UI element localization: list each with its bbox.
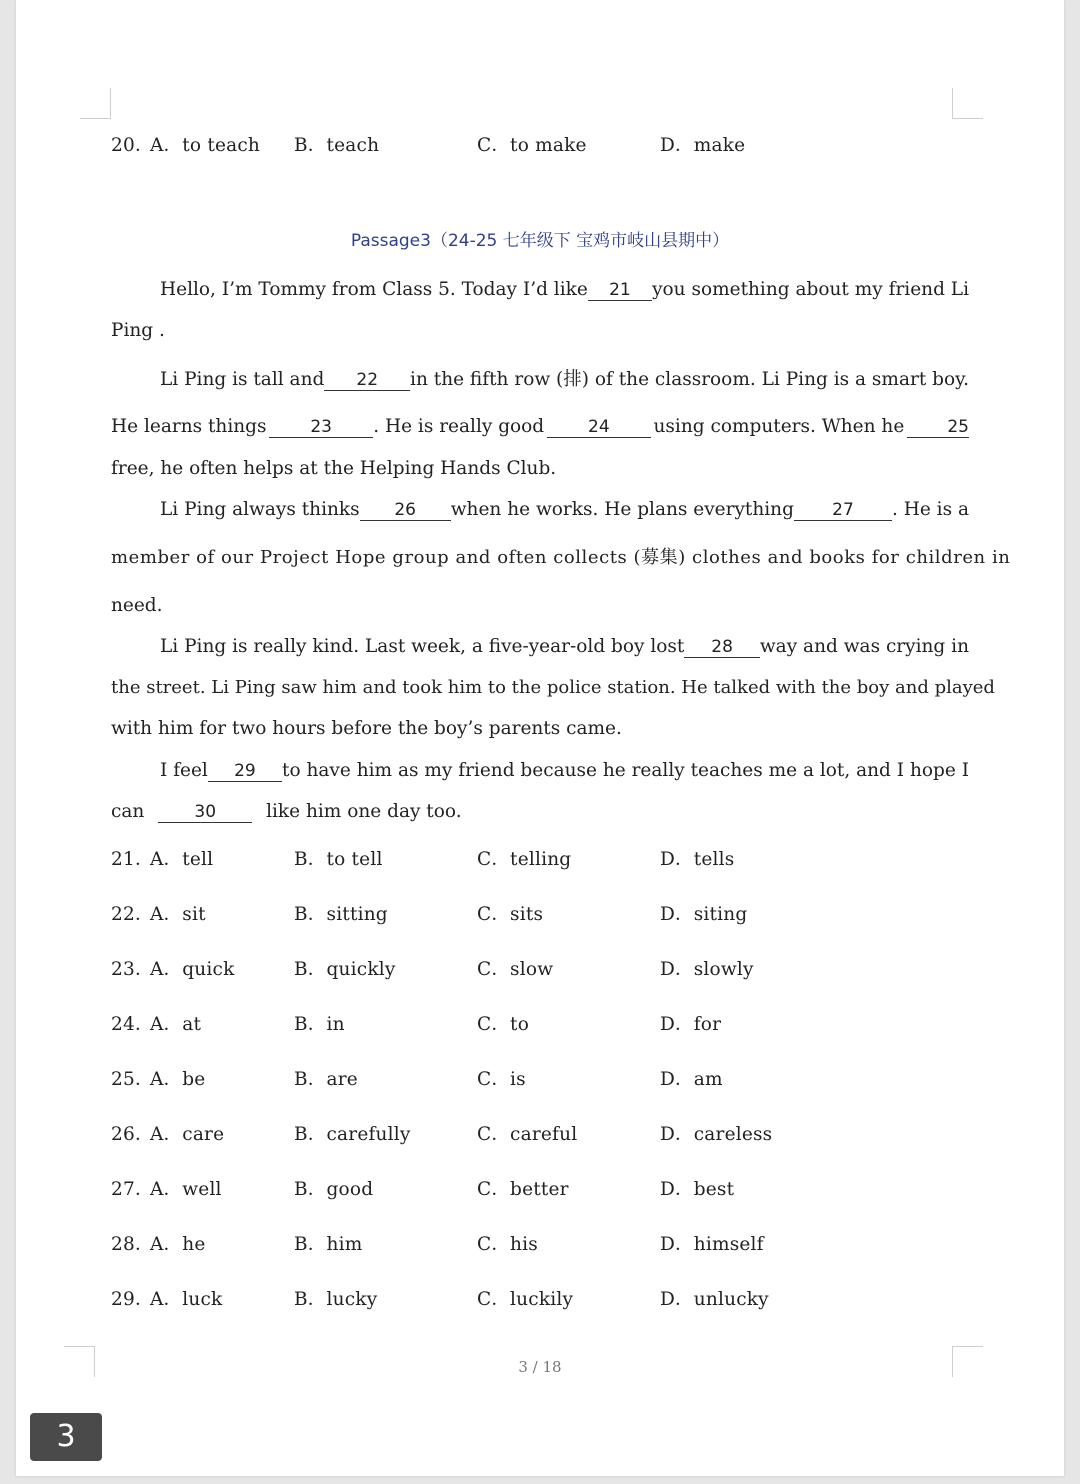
option-d: D．slowly (660, 959, 754, 980)
question-number: 25． (111, 1069, 154, 1090)
question-row (111, 1232, 1011, 1258)
option-d: D．careless (660, 1124, 773, 1145)
passage-line: free, he often helps at the Helping Hands Club. (111, 458, 557, 479)
option-c: C．to (477, 1014, 530, 1035)
option-b: B．sitting (294, 904, 388, 925)
text-segment: you something about my friend Li (652, 279, 969, 300)
passage-line: the street. Li Ping saw him and took him to the police station. He talked with the boy and played (111, 677, 995, 698)
blank-22: 22 (324, 370, 410, 391)
question-row (111, 1287, 1011, 1313)
text-segment: when he works. He plans everything (450, 499, 794, 520)
passage-line: need. (111, 595, 163, 616)
option-c: C．his (477, 1234, 538, 1255)
option-d: D．tells (660, 849, 735, 870)
option-c: C．telling (477, 849, 572, 870)
option-b: B．to tell (294, 849, 383, 870)
text-segment: . He is really good (373, 416, 545, 437)
blank-23: 23 (269, 417, 373, 438)
text-segment: He learns things (111, 416, 267, 437)
option-c: C．is (477, 1069, 526, 1090)
question-row (111, 847, 1011, 873)
option-b: B．in (294, 1014, 345, 1035)
blank-27: 27 (794, 500, 892, 521)
question-number: 23． (111, 959, 154, 980)
blank-28: 28 (684, 637, 760, 658)
text-segment: can (111, 801, 145, 822)
question-row (111, 1122, 1011, 1148)
option-a: A．at (150, 1014, 202, 1035)
text-segment: . He is a (891, 499, 969, 520)
page-indicator: 3 / 18 (518, 1358, 562, 1376)
question-number: 21． (111, 849, 154, 870)
option-d: D．make (660, 135, 746, 156)
question-number: 28． (111, 1234, 154, 1255)
text-segment: way and was crying in (759, 636, 969, 657)
question-row (111, 1177, 1011, 1203)
option-d: D．siting (660, 904, 748, 925)
passage-line (111, 799, 969, 825)
crop-mark-top-left (80, 88, 111, 119)
page-thumbnail-badge[interactable]: 3 (30, 1413, 102, 1461)
blank-24: 24 (547, 417, 651, 438)
blank-26: 26 (360, 500, 451, 521)
blank-29: 29 (208, 761, 282, 782)
text-segment: Li Ping is really kind. Last week, a five-year-old boy lost (160, 636, 685, 657)
option-c: C．better (477, 1179, 569, 1200)
option-a: A．he (150, 1234, 206, 1255)
question-number: 26． (111, 1124, 154, 1145)
text-segment: using computers. When he (653, 416, 905, 437)
option-a: A．quick (150, 959, 235, 980)
crop-mark-top-right (952, 88, 983, 119)
option-a: A．luck (150, 1289, 223, 1310)
option-b: B．carefully (294, 1124, 411, 1145)
option-b: B．lucky (294, 1289, 378, 1310)
option-b: B．are (294, 1069, 358, 1090)
option-c: C．slow (477, 959, 554, 980)
option-c: C．to make (477, 135, 587, 156)
passage-line: member of our Project Hope group and often collects (募集) clothes and books for children in (111, 547, 1011, 568)
option-c: C．careful (477, 1124, 578, 1145)
text-segment: in the fifth row (排) of the classroom. Li Ping is a smart boy. (410, 369, 969, 390)
question-row (111, 1067, 1011, 1093)
blank-21: 21 (588, 280, 652, 301)
passage-line (160, 367, 969, 393)
option-b: B．quickly (294, 959, 396, 980)
question-number: 27． (111, 1179, 154, 1200)
option-a: A．well (150, 1179, 222, 1200)
question-number: 22． (111, 904, 154, 925)
text-segment: Hello, I’m Tommy from Class 5. Today I’d like (160, 279, 588, 300)
question-row (111, 902, 1011, 928)
text-group (794, 497, 969, 523)
option-a: A．care (150, 1124, 225, 1145)
option-a: A．be (150, 1069, 206, 1090)
blank-30: 30 (158, 802, 252, 823)
question-row (111, 957, 1011, 983)
option-a: A．sit (150, 904, 206, 925)
option-d: D．unlucky (660, 1289, 769, 1310)
text-segment: like him one day too. (266, 801, 462, 822)
blank-25: 25 (907, 417, 969, 438)
question-number: 24． (111, 1014, 154, 1035)
text-segment: I feel (160, 760, 208, 781)
text-group (269, 414, 544, 440)
passage-title: Passage3（24-25 七年级下 宝鸡市岐山县期中） (350, 231, 730, 251)
passage-line: Ping . (111, 320, 165, 341)
passage-line (160, 497, 969, 523)
option-c: C．luckily (477, 1289, 574, 1310)
passage-line: with him for two hours before the boy’s parents came. (111, 718, 622, 739)
option-b: B．him (294, 1234, 363, 1255)
option-c: C．sits (477, 904, 544, 925)
question-row (111, 1012, 1011, 1038)
question-number: 20． (111, 135, 154, 156)
passage-line (160, 758, 969, 784)
text-segment: Li Ping is tall and (160, 369, 325, 390)
option-d: D．best (660, 1179, 735, 1200)
question-number: 29． (111, 1289, 154, 1310)
text-segment: Li Ping always thinks (160, 499, 360, 520)
passage-line (160, 277, 969, 303)
option-b: B．teach (294, 135, 380, 156)
text-segment: to have him as my friend because he really teaches me a lot, and I hope I (282, 760, 969, 781)
option-b: B．good (294, 1179, 374, 1200)
passage-line (160, 634, 969, 660)
question-20 (111, 133, 1011, 159)
passage-line (111, 414, 969, 440)
option-d: D．am (660, 1069, 723, 1090)
option-a: A．tell (150, 849, 214, 870)
option-a: A．to teach (150, 135, 261, 156)
option-d: D．for (660, 1014, 722, 1035)
option-d: D．himself (660, 1234, 764, 1255)
